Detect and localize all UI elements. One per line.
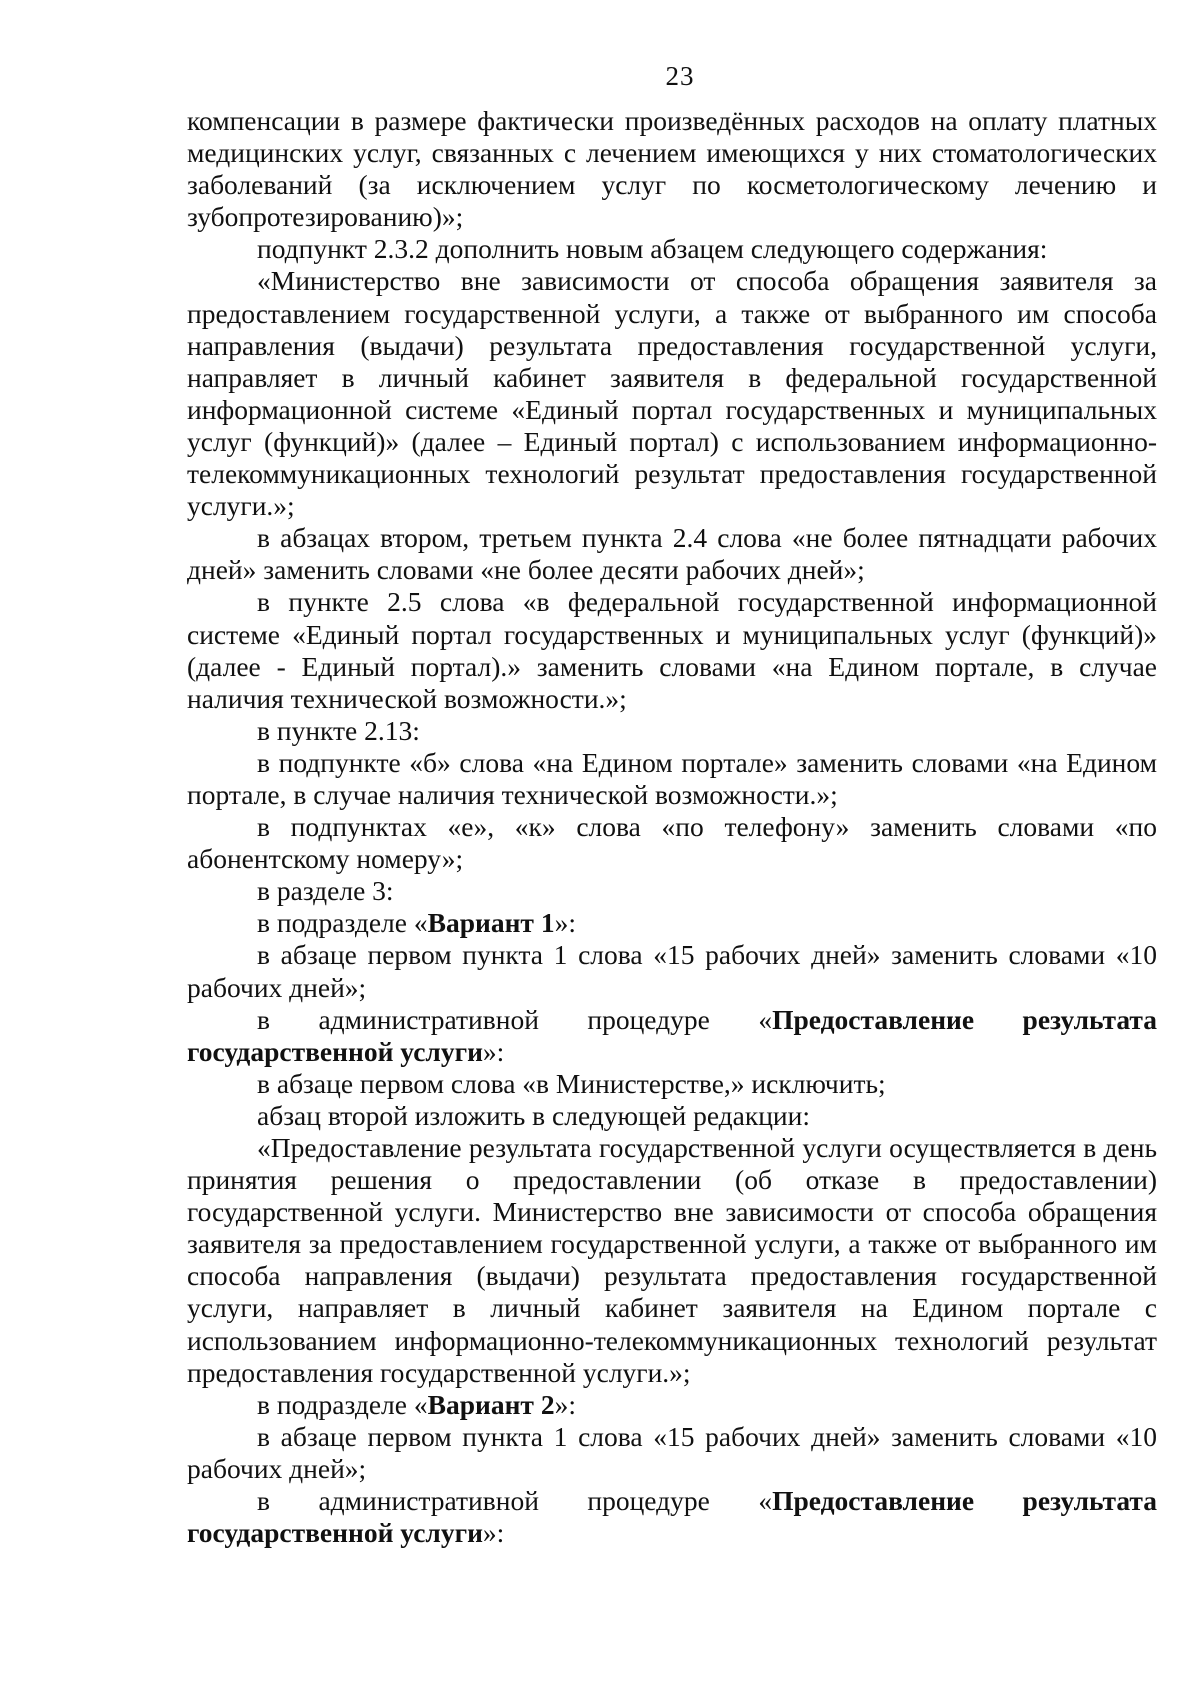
- bold-term: Предоставление результата государственной услуги: [187, 1003, 1157, 1067]
- procedure-heading: [187, 1004, 1157, 1068]
- paragraph: в абзаце первом пункта 1 слова «15 рабочих дней» заменить словами «10 рабочих дней»;: [187, 939, 1157, 1003]
- paragraph: в пункте 2.13:: [257, 714, 420, 746]
- paragraph: в пункте 2.5 слова «в федеральной государственной информационной системе «Единый портал государственных и муниципальных услуг (функций)» (далее - Единый портал).» заменить словами «на Едином портале, в случае наличия технической возможности.»;: [187, 586, 1157, 714]
- bold-term: Предоставление результата государственной услуги: [187, 1485, 1157, 1549]
- paragraph: «Предоставление результата государственной услуги осуществляется в день принятия решения о предоставлении (об отказе в предоставлении) государственной услуги. Министерство вне зависимости от способа обращения заявителя за предоставлением государственной услуги, а также от выбранного им способа направления (выдачи) результата предоставления государственной услуги, направляет в личный кабинет заявителя на Едином портале с использованием информационно-телекоммуникационных технологий результат предоставления государственной услуги.»;: [187, 1132, 1157, 1388]
- bold-term: Вариант 1: [427, 907, 555, 939]
- paragraph: абзац второй изложить в следующей редакции:: [257, 1099, 811, 1131]
- paragraph-prefix: в подразделе «: [257, 907, 428, 939]
- subsection-heading: [187, 1389, 1157, 1421]
- paragraph: в абзаце первом слова «в Министерстве,» исключить;: [257, 1067, 886, 1099]
- paragraph-suffix: »:: [554, 1388, 576, 1420]
- page-number: 23: [665, 61, 695, 91]
- paragraph-suffix: »:: [482, 1035, 505, 1067]
- paragraph: в абзаце первом пункта 1 слова «15 рабочих дней» заменить словами «10 рабочих дней»;: [187, 1420, 1157, 1484]
- paragraph: в подпунктах «е», «к» слова «по телефону» заменить словами «по абонентскому номеру»;: [187, 811, 1157, 875]
- paragraph-suffix: »:: [554, 907, 576, 939]
- paragraph: в подпункте «б» слова «на Едином портале» заменить словами «на Едином портале, в случае наличия технической возможности.»;: [187, 746, 1157, 810]
- subsection-heading: [187, 907, 1157, 939]
- document-body: [187, 105, 1157, 1549]
- paragraph-prefix: в подразделе «: [257, 1388, 428, 1420]
- paragraph: в разделе 3:: [257, 875, 394, 907]
- procedure-heading: [187, 1485, 1157, 1549]
- bold-term: Вариант 2: [427, 1388, 555, 1420]
- paragraph: подпункт 2.3.2 дополнить новым абзацем следующего содержания:: [257, 233, 1048, 265]
- paragraph-prefix: в административной процедуре «: [257, 1003, 773, 1035]
- paragraph: «Министерство вне зависимости от способа обращения заявителя за предоставлением государственной услуги, а также от выбранного им способа направления (выдачи) результата предоставления государственной услуги, направляет в личный кабинет заявителя в федеральной государственной информационной системе «Единый портал государственных и муниципальных услуг (функций)» (далее – Единый портал) с использованием информационно-телекоммуникационных технологий результат предоставления государственной услуги.»;: [187, 265, 1157, 522]
- paragraph-prefix: в административной процедуре «: [257, 1485, 773, 1517]
- paragraph: компенсации в размере фактически произведённых расходов на оплату платных медицинских услуг, связанных с лечением имеющихся у них стоматологических заболеваний (за исключением услуг по косметологическому лечению и зубопротезированию)»;: [187, 105, 1157, 233]
- paragraph: в абзацах втором, третьем пункта 2.4 слова «не более пятнадцати рабочих дней» заменить словами «не более десяти рабочих дней»;: [187, 522, 1157, 586]
- paragraph-suffix: »:: [482, 1517, 505, 1549]
